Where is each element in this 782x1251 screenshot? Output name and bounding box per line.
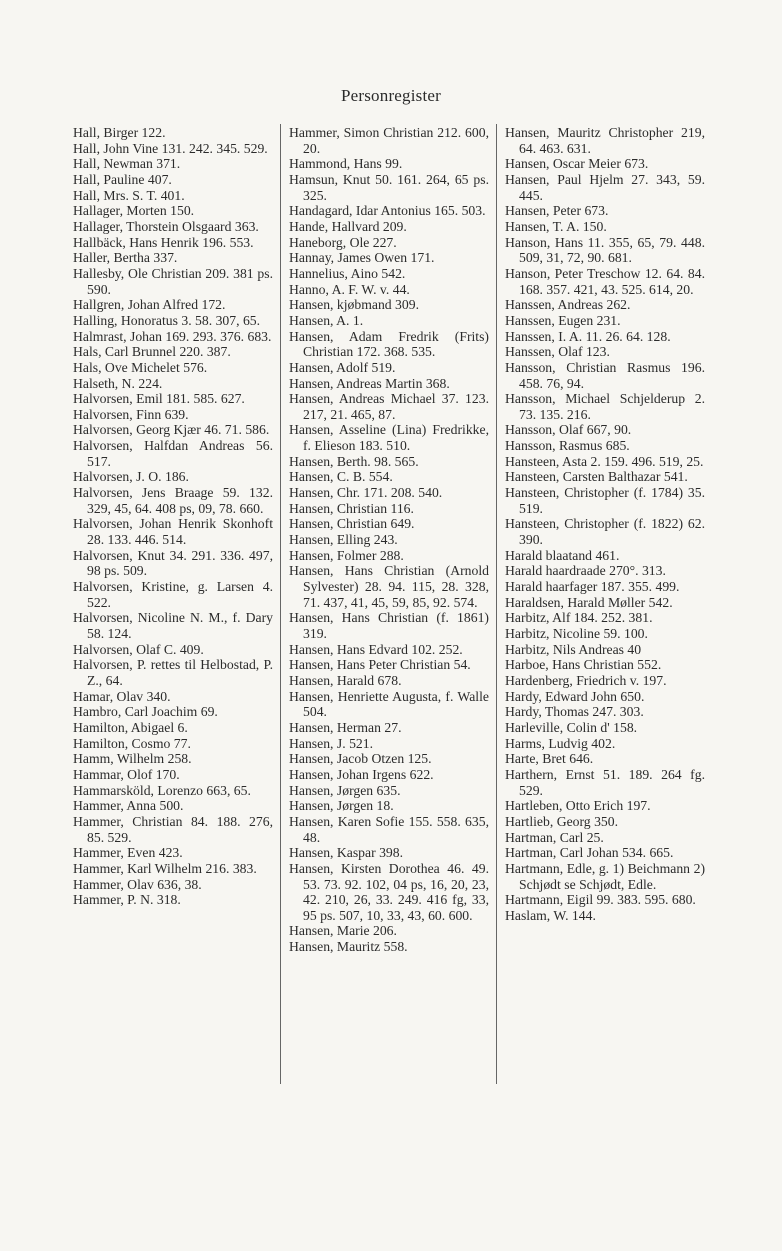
index-entry: Hals, Ove Michelet 576. [73, 359, 208, 375]
index-entry: Halvorsen, Knut 34. 291. 336. 497, 98 ps. 509. [73, 547, 273, 579]
index-entry: Hansson, Rasmus 685. [505, 438, 630, 454]
index-entry: Hannelius, Aino 542. [289, 265, 406, 281]
index-entry: Hamilton, Cosmo 77. [73, 735, 191, 751]
index-entry: Hanno, A. F. W. v. 44. [289, 281, 410, 297]
index-entry: Harald haarfager 187. 355. 499. [505, 579, 680, 595]
index-entry: Hansen, Asseline (Lina) Fredrikke, f. Elieson 183. 510. [289, 422, 489, 454]
index-entry: Hansen, Hans Christian (Arnold Sylvester) 28. 94. 115, 28. 328, 71. 437, 41, 45, 59, 85, 92. 574. [289, 563, 489, 610]
index-entry: Hansen, Christian 116. [289, 500, 414, 516]
index-entry: Harbitz, Alf 184. 252. 381. [505, 610, 653, 626]
index-entry: Hammer, Anna 500. [73, 798, 184, 814]
index-entry: Hammer, Even 423. [73, 845, 183, 861]
index-entry: Hallbäck, Hans Henrik 196. 553. [73, 234, 254, 250]
index-entry: Hansteen, Asta 2. 159. 496. 519, 25. [505, 453, 704, 469]
index-entry: Halvorsen, Finn 639. [73, 406, 189, 422]
index-entry: Hanson, Peter Treschow 12. 64. 84. 168. 357. 421, 43. 525. 614, 20. [505, 265, 705, 297]
index-entry: Harleville, Colin d' 158. [505, 719, 638, 735]
index-entry: Hanssen, I. A. 11. 26. 64. 128. [505, 328, 671, 344]
index-entry: Halvorsen, Halfdan Andreas 56. 517. [73, 438, 273, 469]
index-entry: Hansson, Michael Schjelderup 2. 73. 135. 216. [505, 391, 705, 422]
index-entry: Hansen, Hans Edvard 102. 252. [289, 641, 463, 657]
index-entry: Hansen, C. B. 554. [289, 469, 393, 485]
index-entry: Hansen, Harald 678. [289, 672, 402, 688]
index-column-2 [289, 125, 489, 955]
index-entry: Haraldsen, Harald Møller 542. [505, 594, 673, 610]
index-entry: Hartmann, Edle, g. 1) Beichmann 2) Schjødt se Schjødt, Edle. [505, 860, 705, 892]
index-entry: Hammar, Olof 170. [73, 766, 180, 782]
index-entry: Hardy, Edward John 650. [505, 688, 645, 704]
index-entry: Hammer, Christian 84. 188. 276, 85. 529. [73, 813, 273, 845]
index-entry: Hallager, Morten 150. [73, 203, 195, 219]
index-entry: Hammer, Karl Wilhelm 216. 383. [73, 860, 257, 876]
index-entry: Halmrast, Johan 169. 293. 376. 683. [73, 328, 272, 344]
index-entry: Hansen, Mauritz Christopher 219, 64. 463. 631. [505, 125, 705, 156]
index-entry: Hall, Mrs. S. T. 401. [73, 187, 185, 203]
index-entry: Hansen, Kirsten Dorothea 46. 49. 53. 73. 92. 102, 04 ps, 16, 20, 23, 42. 210, 26, 33. 249. 416 fg, 33, 95 ps. 507, 10, 33, 43, 60. 600. [289, 860, 489, 923]
index-entry: Hamsun, Knut 50. 161. 264, 65 ps. 325. [289, 171, 489, 203]
index-entry: Hallgren, Johan Alfred 172. [73, 297, 226, 313]
index-entry: Hallager, Thorstein Olsgaard 363. [73, 218, 259, 234]
index-entry: Hartmann, Eigil 99. 383. 595. 680. [505, 892, 696, 908]
index-entry: Hammer, Simon Christian 212. 600, 20. [289, 125, 489, 156]
index-entry: Harald haardraade 270°. 313. [505, 563, 666, 579]
index-entry: Hall, Birger 122. [73, 125, 166, 140]
index-entry: Harte, Bret 646. [505, 751, 594, 767]
index-entry: Hansen, Jørgen 635. [289, 782, 401, 798]
index-entry: Hanssen, Eugen 231. [505, 312, 621, 328]
index-entry: Hansen, Peter 673. [505, 203, 609, 219]
index-entry: Hansen, Christian 649. [289, 516, 415, 532]
index-entry: Harbitz, Nils Andreas 40 [505, 641, 642, 657]
index-entry: Haslam, W. 144. [505, 907, 596, 923]
index-entry: Hanssen, Andreas 262. [505, 297, 631, 313]
index-entry: Hall, John Vine 131. 242. 345. 529. [73, 140, 268, 156]
index-entry: Hansen, Jacob Otzen 125. [289, 751, 432, 767]
index-entry: Hamm, Wilhelm 258. [73, 751, 192, 767]
index-entry: Halling, Honoratus 3. 58. 307, 65. [73, 312, 261, 328]
index-column-1 [73, 125, 273, 908]
index-entry: Hannay, James Owen 171. [289, 250, 435, 266]
column-divider [496, 124, 497, 1084]
index-entry: Hansen, Adam Fredrik (Frits) Christian 172. 368. 535. [289, 328, 489, 360]
index-entry: Handagard, Idar Antonius 165. 503. [289, 203, 486, 219]
index-entry: Halvorsen, Johan Henrik Skonhoft 28. 133. 446. 514. [73, 516, 273, 548]
index-entry: Hansen, kjøbmand 309. [289, 297, 420, 313]
index-entry: Hansen, Herman 27. [289, 719, 402, 735]
index-entry: Hammarsköld, Lorenzo 663, 65. [73, 782, 251, 798]
index-entry: Hansen, Oscar Meier 673. [505, 156, 649, 172]
index-entry: Hansen, Johan Irgens 622. [289, 766, 434, 782]
index-entry: Hansen, Chr. 171. 208. 540. [289, 485, 443, 501]
index-entry: Hardenberg, Friedrich v. 197. [505, 672, 667, 688]
index-entry: Hartleben, Otto Erich 197. [505, 798, 651, 814]
index-entry: Hansen, A. 1. [289, 312, 364, 328]
page-title: Personregister [340, 86, 442, 105]
index-entry: Hamar, Olav 340. [73, 688, 171, 704]
index-entry: Harms, Ludvig 402. [505, 735, 616, 751]
index-entry: Harbitz, Nicoline 59. 100. [505, 626, 648, 641]
index-entry: Hansteen, Carsten Balthazar 541. [505, 469, 688, 485]
index-entry: Hansteen, Christopher (f. 1784) 35. 519. [505, 485, 705, 516]
index-entry: Hansen, Adolf 519. [289, 359, 396, 375]
index-entry: Hanssen, Olaf 123. [505, 344, 610, 360]
index-column-3 [505, 125, 705, 923]
index-entry: Hansen, Mauritz 558. [289, 939, 408, 955]
index-entry: Hansen, Andreas Martin 368. [289, 375, 450, 391]
index-entry: Hansteen, Christopher (f. 1822) 62. 390. [505, 516, 705, 548]
index-entry: Hande, Hallvard 209. [289, 218, 407, 234]
index-entry: Hansson, Christian Rasmus 196. 458. 76, 94. [505, 359, 705, 391]
index-entry: Halvorsen, Emil 181. 585. 627. [73, 391, 245, 407]
index-entry: Halseth, N. 224. [73, 375, 163, 391]
index-entry: Hammer, Olav 636, 38. [73, 876, 202, 892]
index-entry: Hall, Pauline 407. [73, 171, 172, 187]
index-entry: Hammer, P. N. 318. [73, 892, 181, 908]
index-entry: Hansen, Hans Peter Christian 54. [289, 657, 471, 673]
index-entry: Hansen, Hans Christian (f. 1861) 319. [289, 610, 489, 641]
index-entry: Hansen, Folmer 288. [289, 547, 404, 563]
index-entry: Halvorsen, J. O. 186. [73, 469, 189, 485]
index-entry: Hartlieb, Georg 350. [505, 813, 619, 829]
index-entry: Hansen, Berth. 98. 565. [289, 453, 419, 469]
index-entry: Hansen, Henriette Augusta, f. Walle 504. [289, 688, 489, 720]
index-entry: Hansen, Karen Sofie 155. 558. 635, 48. [289, 813, 489, 845]
index-entry: Halvorsen, Nicoline N. M., f. Dary 58. 124. [73, 610, 273, 641]
index-entry: Hansen, Paul Hjelm 27. 343, 59. 445. [505, 171, 705, 203]
index-entry: Hals, Carl Brunnel 220. 387. [73, 344, 231, 360]
index-entry: Hansen, Andreas Michael 37. 123. 217, 21. 465, 87. [289, 391, 489, 422]
index-entry: Hallesby, Ole Christian 209. 381 ps. 590. [73, 265, 273, 297]
index-entry: Hall, Newman 371. [73, 156, 181, 172]
index-entry: Halvorsen, Georg Kjær 46. 71. 586. [73, 422, 270, 438]
index-entry: Hansen, Marie 206. [289, 923, 397, 939]
index-entry: Hamilton, Abigael 6. [73, 719, 188, 735]
index-entry: Halvorsen, Olaf C. 409. [73, 641, 204, 657]
index-entry: Halvorsen, Kristine, g. Larsen 4. 522. [73, 579, 273, 610]
index-entry: Hanson, Hans 11. 355, 65, 79. 448. 509, 31, 72, 90. 681. [505, 234, 705, 266]
index-entry: Hansen, Kaspar 398. [289, 845, 404, 861]
index-entry: Haller, Bertha 337. [73, 250, 178, 266]
index-entry: Hammond, Hans 99. [289, 156, 403, 172]
index-entry: Harboe, Hans Christian 552. [505, 657, 662, 673]
index-entry: Hansen, T. A. 150. [505, 218, 607, 234]
index-entry: Hartman, Carl 25. [505, 829, 604, 845]
index-entry: Hambro, Carl Joachim 69. [73, 704, 218, 720]
index-entry: Harald blaatand 461. [505, 547, 620, 563]
column-divider [280, 124, 281, 1084]
index-entry: Harthern, Ernst 51. 189. 264 fg. 529. [505, 766, 705, 798]
index-entry: Hardy, Thomas 247. 303. [505, 704, 644, 720]
index-entry: Hansen, Jørgen 18. [289, 798, 394, 814]
index-entry: Hansen, J. 521. [289, 735, 374, 751]
index-entry: Hansson, Olaf 667, 90. [505, 422, 632, 438]
index-entry: Hansen, Elling 243. [289, 532, 398, 548]
index-entry: Halvorsen, Jens Braage 59. 132. 329, 45, 64. 408 ps, 09, 78. 660. [73, 485, 273, 516]
index-entry: Hartman, Carl Johan 534. 665. [505, 845, 674, 861]
index-entry: Halvorsen, P. rettes til Helbostad, P. Z., 64. [73, 657, 273, 688]
index-entry: Haneborg, Ole 227. [289, 234, 397, 250]
